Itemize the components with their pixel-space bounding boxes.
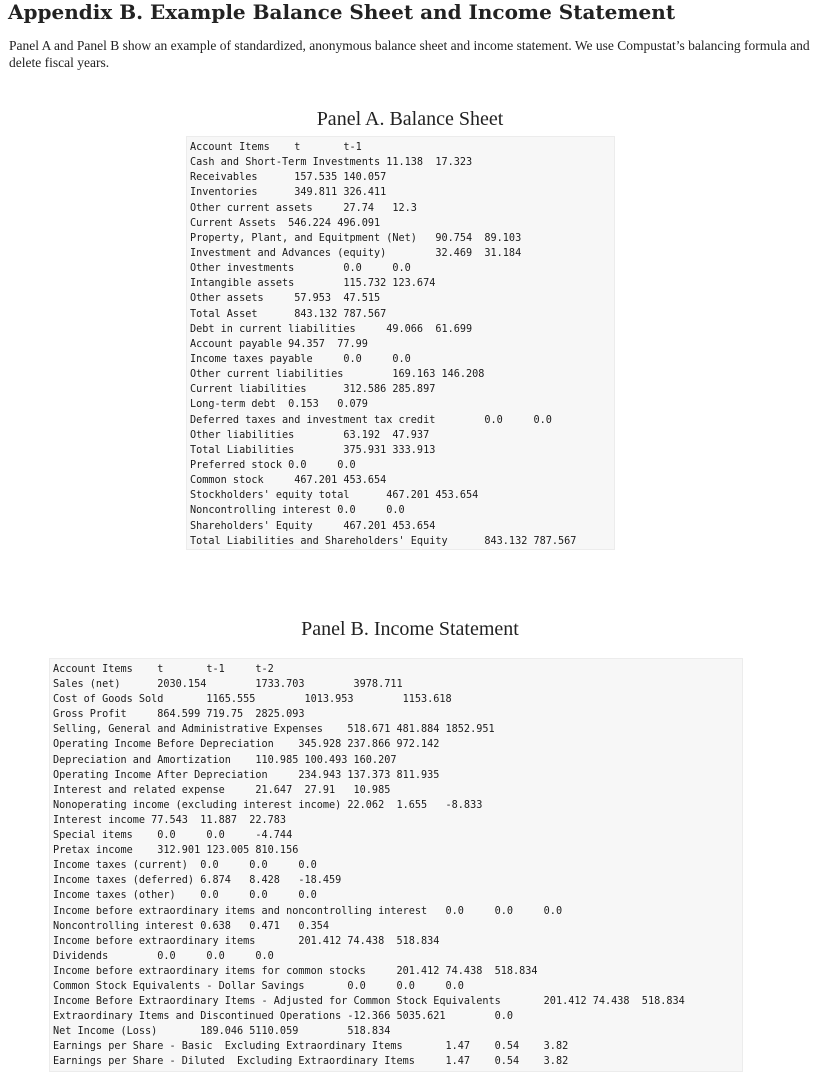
statement-line: Income before extraordinary items and noncontrolling interest 0.0 0.0 0.0: [53, 905, 563, 917]
statement-line: Property, Plant, and Equitpment (Net) 90.754 89.103: [190, 232, 522, 244]
statement-line: Total Liabilities 375.931 333.913: [190, 444, 436, 456]
balance-sheet-block: [186, 136, 615, 550]
statement-line: Cost of Goods Sold 1165.555 1013.953 1153.618: [53, 694, 452, 706]
statement-line: Earnings per Share - Diluted Excluding Extraordinary Items 1.47 0.54 3.82: [53, 1056, 569, 1068]
statement-line: Earnings per Share - Basic Excluding Extraordinary Items 1.47 0.54 3.82: [53, 1041, 569, 1053]
statement-line: Noncontrolling interest 0.638 0.471 0.354: [53, 920, 330, 932]
statement-line: Extraordinary Items and Discontinued Operations -12.366 5035.621 0.0: [53, 1011, 514, 1023]
statement-line: Gross Profit 864.599 719.75 2825.093: [53, 709, 305, 721]
statement-line: Depreciation and Amortization 110.985 100.493 160.207: [53, 754, 397, 766]
statement-line: Pretax income 312.901 123.005 810.156: [53, 845, 299, 857]
statement-line: Total Liabilities and Shareholders' Equity 843.132 787.567: [190, 535, 577, 547]
statement-line: Deferred taxes and investment tax credit 0.0 0.0: [190, 414, 552, 426]
statement-line: Interest and related expense 21.647 27.91 10.985: [53, 784, 391, 796]
panel-a-title: Panel A. Balance Sheet: [316, 108, 504, 130]
panel-b-title: Panel B. Income Statement: [301, 618, 519, 640]
statement-line: Account Items t t-1 t-2: [53, 664, 274, 675]
statement-line: Income taxes (other) 0.0 0.0 0.0: [53, 890, 317, 902]
statement-line: Shareholders' Equity 467.201 453.654: [190, 520, 436, 532]
statement-line: Interest income 77.543 11.887 22.783: [53, 814, 287, 826]
statement-line: Preferred stock 0.0 0.0: [190, 459, 356, 471]
statement-line: Stockholders' equity total 467.201 453.654: [190, 490, 479, 502]
statement-line: Selling, General and Administrative Expenses 518.671 481.884 1852.951: [53, 724, 495, 736]
statement-line: Inventories 349.811 326.411: [190, 187, 387, 199]
statement-line: Other current assets 27.74 12.3: [190, 202, 417, 214]
statement-line: Other assets 57.953 47.515: [190, 293, 381, 305]
statement-line: Noncontrolling interest 0.0 0.0: [190, 505, 405, 517]
statement-line: Current Assets 546.224 496.091: [190, 217, 381, 229]
statement-line: Special items 0.0 0.0 -4.744: [53, 830, 293, 842]
statement-line: Nonoperating income (excluding interest income) 22.062 1.655 -8.833: [53, 799, 483, 811]
statement-line: Income before extraordinary items for common stocks 201.412 74.438 518.834: [53, 965, 538, 977]
statement-line: Income taxes payable 0.0 0.0: [190, 353, 411, 365]
statement-line: Income before extraordinary items 201.412 74.438 518.834: [53, 935, 440, 947]
statement-line: Total Asset 843.132 787.567: [190, 308, 387, 320]
statement-line: Other liabilities 63.192 47.937: [190, 429, 430, 441]
intro-paragraph: Panel A and Panel B show an example of standardized, anonymous balance sheet and income statement. We use Compustat’s balancing formula and delete fiscal years.: [9, 38, 810, 70]
statement-line: Account payable 94.357 77.99: [190, 338, 368, 350]
statement-line: Other investments 0.0 0.0: [190, 263, 411, 275]
statement-line: Account Items t t-1: [190, 142, 362, 153]
statement-line: Operating Income Before Depreciation 345.928 237.866 972.142: [53, 739, 440, 751]
statement-line: Common stock 467.201 453.654: [190, 475, 387, 487]
income-statement-block: [49, 658, 743, 1072]
income-statement-lines: [53, 662, 685, 1070]
statement-line: Income taxes (deferred) 6.874 8.428 -18.459: [53, 875, 342, 887]
statement-line: Sales (net) 2030.154 1733.703 3978.711: [53, 679, 403, 691]
statement-line: Intangible assets 115.732 123.674: [190, 278, 436, 290]
statement-line: Cash and Short-Term Investments 11.138 17.323: [190, 157, 473, 169]
statement-line: Income Before Extraordinary Items - Adjusted for Common Stock Equivalents 201.412 74.438 518.834: [53, 996, 685, 1008]
statement-line: Debt in current liabilities 49.066 61.699: [190, 323, 473, 335]
statement-line: Operating Income After Depreciation 234.943 137.373 811.935: [53, 769, 440, 781]
statement-line: Common Stock Equivalents - Dollar Savings 0.0 0.0 0.0: [53, 980, 464, 992]
statement-line: Net Income (Loss) 189.046 5110.059 518.834: [53, 1026, 391, 1038]
statement-line: Investment and Advances (equity) 32.469 31.184: [190, 247, 522, 259]
statement-line: Long-term debt 0.153 0.079: [190, 399, 368, 411]
appendix-heading: Appendix B. Example Balance Sheet and Income Statement: [8, 0, 676, 24]
balance-sheet-lines: [190, 140, 576, 549]
statement-line: Income taxes (current) 0.0 0.0 0.0: [53, 860, 317, 872]
statement-line: Current liabilities 312.586 285.897: [190, 384, 436, 396]
statement-line: Dividends 0.0 0.0 0.0: [53, 950, 274, 962]
statement-line: Receivables 157.535 140.057: [190, 172, 387, 184]
statement-line: Other current liabilities 169.163 146.208: [190, 369, 485, 381]
